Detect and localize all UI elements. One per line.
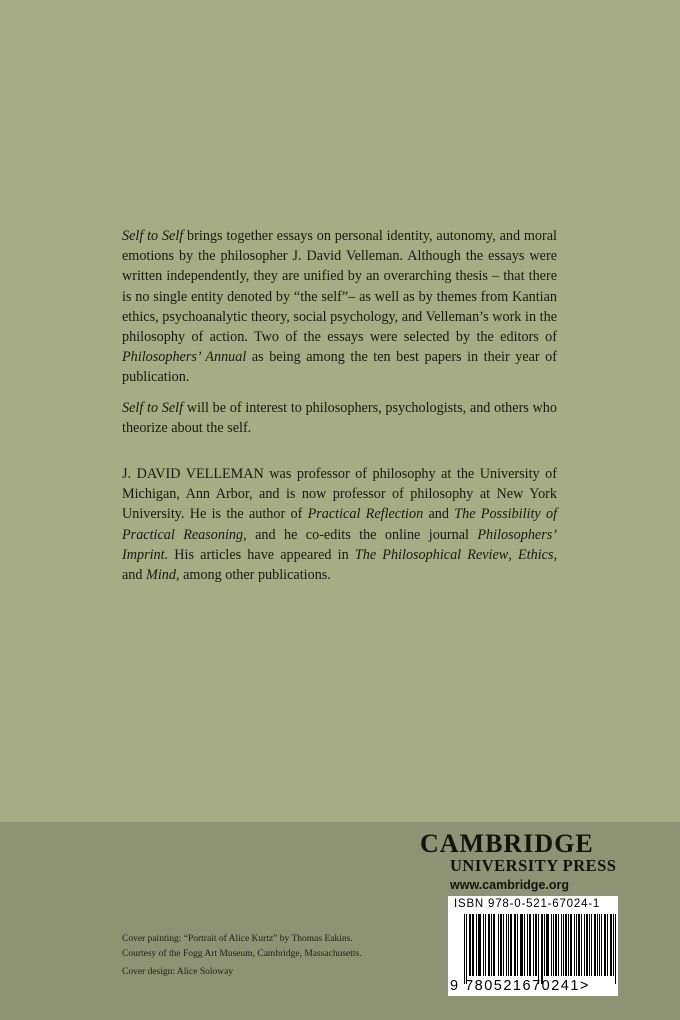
barcode-bar xyxy=(501,914,502,976)
barcode-bar xyxy=(581,914,582,976)
author-bio: J. DAVID VELLEMAN was professor of philosophy at the University of Michigan, Ann Arbor, and is now professor of philosophy at New York University. He is the author of Practical Reflection and The Possibility of Practical Reasoning, and he co-edits the online journal Philosophers’ Imprint. His articles have appeared in The Philosophical Review, Ethics, and Mind, among other publications. xyxy=(122,466,558,584)
publisher-subtitle: UNIVERSITY PRESS xyxy=(450,856,617,875)
barcode-bar xyxy=(488,914,489,976)
barcode-bar xyxy=(542,914,543,984)
barcode-bar xyxy=(514,914,515,976)
barcode-bar xyxy=(576,914,577,976)
barcode-bar xyxy=(579,914,580,976)
barcode-bar xyxy=(511,914,512,976)
barcode-bar xyxy=(548,914,549,976)
barcode-bar xyxy=(530,914,531,976)
barcode-bar xyxy=(610,914,611,976)
isbn-text: ISBN 978-0-521-67024-1 xyxy=(454,898,601,910)
barcode-bar xyxy=(479,914,480,976)
barcode-bar xyxy=(472,914,473,976)
barcode-bar xyxy=(601,914,602,976)
barcode-bar xyxy=(478,914,479,976)
barcode-bar xyxy=(480,914,481,976)
publisher-logo xyxy=(420,831,620,895)
barcode-bar xyxy=(591,914,592,976)
barcode-bar xyxy=(464,914,465,984)
barcode-bar xyxy=(494,914,495,976)
barcode-bar xyxy=(466,914,467,984)
publisher-name: CAMBRIDGE xyxy=(420,829,594,858)
barcode-bar xyxy=(489,914,490,976)
blurb-paragraph-1: Self to Self brings together essays on personal identity, autonomy, and moral emotions by the philosopher J. David Velleman. Although the essays were written independently, they are unified by an overarching thesis – that there is no single entity denoted by “the self”– as well as by themes from Kantian ethics, psychoanalytic theory, social psychology, and Velleman’s work in the philosophy of action. Two of the essays were selected by the editors of Philosophers’ Annual as being among the ten best papers in their year of publication. xyxy=(122,228,557,386)
barcode-bar xyxy=(586,914,587,976)
cover-credits xyxy=(122,932,422,980)
barcode-bar xyxy=(553,914,554,976)
barcode-bar xyxy=(515,914,516,976)
publisher-url: www.cambridge.org xyxy=(450,878,570,892)
barcode-bar xyxy=(556,914,557,976)
barcode-bar xyxy=(538,914,539,984)
barcode-bar xyxy=(587,914,588,976)
barcode-bar xyxy=(574,914,575,976)
book-title: Self to Self xyxy=(122,228,184,244)
barcode-bar xyxy=(605,914,606,976)
barcode-bar xyxy=(527,914,528,976)
design-credit: Cover design: Alice Soloway xyxy=(122,967,234,977)
barcode-bar xyxy=(476,914,477,976)
barcode-bar xyxy=(570,914,571,976)
barcode-bar xyxy=(493,914,494,976)
barcode-bar xyxy=(510,914,511,976)
blurb-paragraph-2: Self to Self will be of interest to philosophers, psychologists, and others who theorize about the self. xyxy=(122,399,557,436)
barcode-bar xyxy=(555,914,556,976)
barcode-bar xyxy=(589,914,590,976)
barcode-bar xyxy=(491,914,492,976)
annual-title: Philosophers’ Annual xyxy=(122,349,247,366)
barcode-bar xyxy=(615,914,616,984)
barcode-bar xyxy=(522,914,523,976)
barcode-bar xyxy=(483,914,484,976)
barcode-bar xyxy=(521,914,522,976)
barcode-bar xyxy=(566,914,567,976)
barcode-bar xyxy=(594,914,595,976)
barcode-bar xyxy=(469,914,470,976)
barcode-bar xyxy=(473,914,474,976)
barcode-bar xyxy=(503,914,504,976)
barcode-bar xyxy=(498,914,499,976)
description-blurb xyxy=(122,226,557,595)
barcode-bar xyxy=(584,914,585,976)
barcode-bar xyxy=(611,914,612,976)
barcode-bar xyxy=(533,914,534,976)
barcode-bar xyxy=(485,914,486,976)
barcode-bar xyxy=(565,914,566,976)
barcode-bar xyxy=(517,914,518,976)
barcode-bar xyxy=(508,914,509,976)
barcode-bar xyxy=(536,914,537,976)
barcode-bar xyxy=(520,914,521,976)
barcode-bar xyxy=(597,914,598,976)
barcode-bar xyxy=(500,914,501,976)
isbn-barcode xyxy=(448,896,618,996)
barcode-bar xyxy=(568,914,569,976)
barcode-bar xyxy=(544,914,545,976)
barcode-bar xyxy=(561,914,562,976)
barcode-bar xyxy=(547,914,548,976)
barcode-bar xyxy=(529,914,530,976)
barcode-bar xyxy=(524,914,525,976)
barcode-bar xyxy=(470,914,471,976)
barcode-bar xyxy=(595,914,596,976)
barcode-bar xyxy=(613,914,614,976)
barcode-bar xyxy=(571,914,572,976)
barcode-bar xyxy=(506,914,507,976)
barcode-bar xyxy=(558,914,559,976)
barcode-bar xyxy=(541,914,542,984)
barcode-bar xyxy=(551,914,552,976)
book-title: Self to Self xyxy=(122,399,184,416)
barcode-bar xyxy=(599,914,600,976)
barcode-bar xyxy=(546,914,547,976)
footer-band xyxy=(0,822,680,1020)
barcode-bar xyxy=(563,914,564,976)
barcode-bar xyxy=(604,914,605,976)
barcode-bar xyxy=(535,914,536,976)
ean-digits: 9 780521670241> xyxy=(450,978,590,994)
barcode-bar xyxy=(578,914,579,976)
painting-credit: Cover painting: “Portrait of Alice Kurtz” by Thomas Eakins. xyxy=(122,934,353,944)
barcode-bar xyxy=(607,914,608,976)
courtesy-credit: Courtesy of the Fogg Art Museum, Cambridge, Massachusetts. xyxy=(122,949,362,959)
